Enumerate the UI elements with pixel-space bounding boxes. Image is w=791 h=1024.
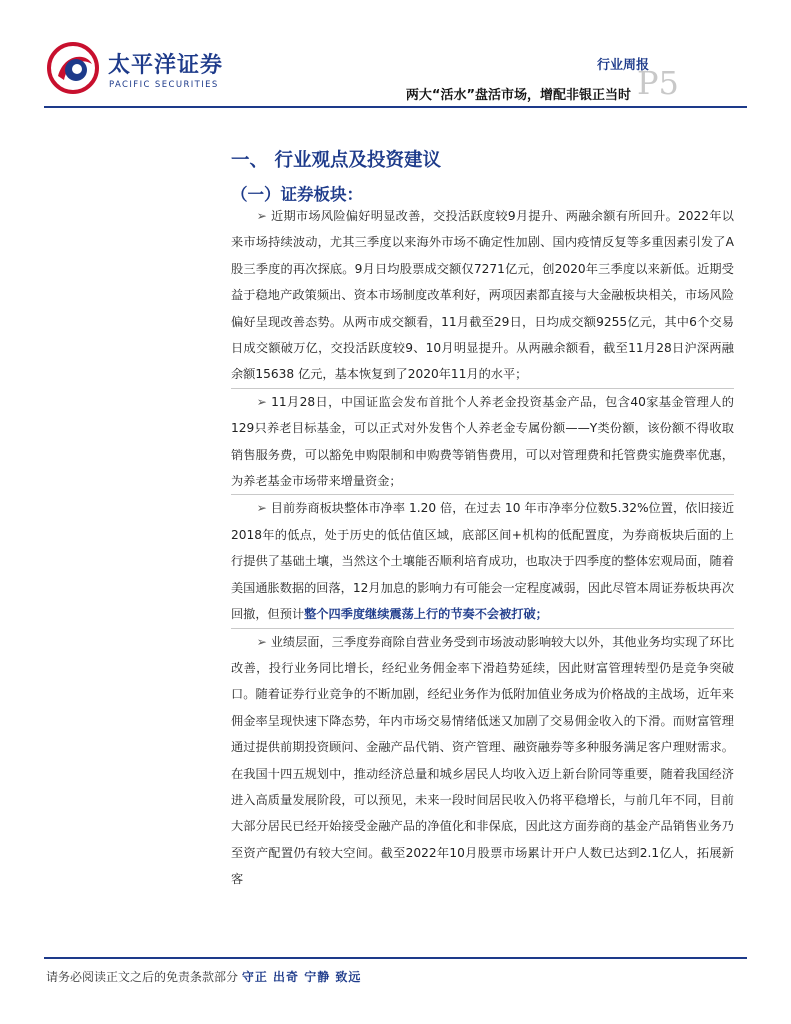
report-title: 两大“活水”盘活市场，增配非银正当时 bbox=[405, 88, 631, 103]
page-number: P5 bbox=[637, 64, 679, 102]
bullet-icon: ➢ bbox=[256, 209, 267, 223]
report-type: 行业周报 bbox=[596, 58, 649, 73]
header-divider bbox=[44, 106, 747, 108]
company-logo bbox=[46, 40, 226, 100]
report-body bbox=[231, 203, 734, 893]
highlighted-conclusion: 整个四季度继续震荡上行的节奏不会被打破； bbox=[304, 607, 548, 622]
paragraph-pension-funds bbox=[231, 389, 734, 495]
logo-chinese-name: 太平洋证券 bbox=[108, 53, 224, 78]
footer-disclaimer: 请务必阅读正文之后的免责条款部分 bbox=[46, 970, 239, 984]
footer bbox=[46, 968, 361, 985]
paragraph-performance bbox=[231, 629, 734, 893]
bullet-icon: ➢ bbox=[256, 394, 267, 409]
section-subheading: （一）证券板块： bbox=[231, 185, 363, 204]
logo-english-name: PACIFIC SECURITIES bbox=[109, 80, 219, 90]
paragraph-text: 目前券商板块整体市净率 1.20 倍，在过去 10 年市净率分位数5.32%位置，依旧接近2018年的低点，处于历史的低估值区域，底部区间+机构的低配置度，为券商板块后面的上行提供了基础土壤，当然这个土壤能否顺利培育成功，也取决于四季度的整体宏观局面，随着美国通胀数据的回落，12月加息的影响力有可能会一定程度减弱，因此尽管本周证券板块再次回撤，但预计 bbox=[231, 501, 735, 622]
footer-divider bbox=[44, 957, 747, 959]
pacific-securities-logo-icon bbox=[46, 40, 102, 96]
section-heading: 一、 行业观点及投资建议 bbox=[231, 150, 441, 171]
bullet-icon: ➢ bbox=[256, 634, 267, 649]
paragraph-valuation bbox=[231, 495, 734, 627]
paragraph-text: 11月28日，中国证监会发布首批个人养老金投资基金产品，包含40家基金管理人的129只养老目标基金，可以正式对外发售个人养老金专属份额——Y类份额，该份额不得收取销售服务费，可以豁免申购限制和申购费等销售费用，可以对管理费和托管费实施费率优惠，为养老基金市场带来增量资金； bbox=[231, 394, 734, 489]
footer-motto: 守正 出奇 宁静 致远 bbox=[241, 970, 362, 984]
bullet-icon: ➢ bbox=[256, 501, 267, 516]
paragraph-text: 近期市场风险偏好明显改善，交投活跃度较9月提升、两融余额有所回升。2022年以来市场持续波动，尤其三季度以来海外市场不确定性加剧、国内疫情反复等多重因素引发了A股三季度的再次探底。9月日均股票成交额仅7271亿元，创2020年三季度以来新低。近期受益于稳地产政策频出、资本市场制度改革利好，两项因素都直接与大金融板块相关，市场风险偏好呈现改善态势。从两市成交额看，11月截至29日，日均成交额9255亿元，其中6个交易日成交额破万亿，交投活跃度较9、10月明显提升。从两融余额看，截至11月28日沪深两融余额15638 亿元，基本恢复到了2020年11月的水平； bbox=[231, 209, 734, 382]
paragraph-text: 业绩层面，三季度券商除自营业务受到市场波动影响较大以外，其他业务均实现了环比改善，投行业务同比增长，经纪业务佣金率下滑趋势延续，因此财富管理转型仍是竞争突破口。随着证券行业竞争的不断加剧，经纪业务作为低附加值业务成为价格战的主战场，近年来佣金率呈现快速下降态势，年内市场交易情绪低迷又加剧了交易佣金收入的下滑。而财富管理通过提供前期投资顾问、金融产品代销、资产管理、融资融券等多种服务满足客户理财需求。在我国十四五规划中，推动经济总量和城乡居民人均收入迈上新台阶同等重要，随着我国经济进入高质量发展阶段，可以预见，未来一段时间居民收入仍将平稳增长，与前几年不同，目前大部分居民已经开始接受金融产品的净值化和非保底，因此这方面券商的基金产品销售业务乃至资产配置仍有较大空间。截至2022年10月股票市场累计开户人数已达到2.1亿人，拓展新客 bbox=[231, 634, 735, 887]
paragraph-market-sentiment bbox=[231, 203, 734, 388]
